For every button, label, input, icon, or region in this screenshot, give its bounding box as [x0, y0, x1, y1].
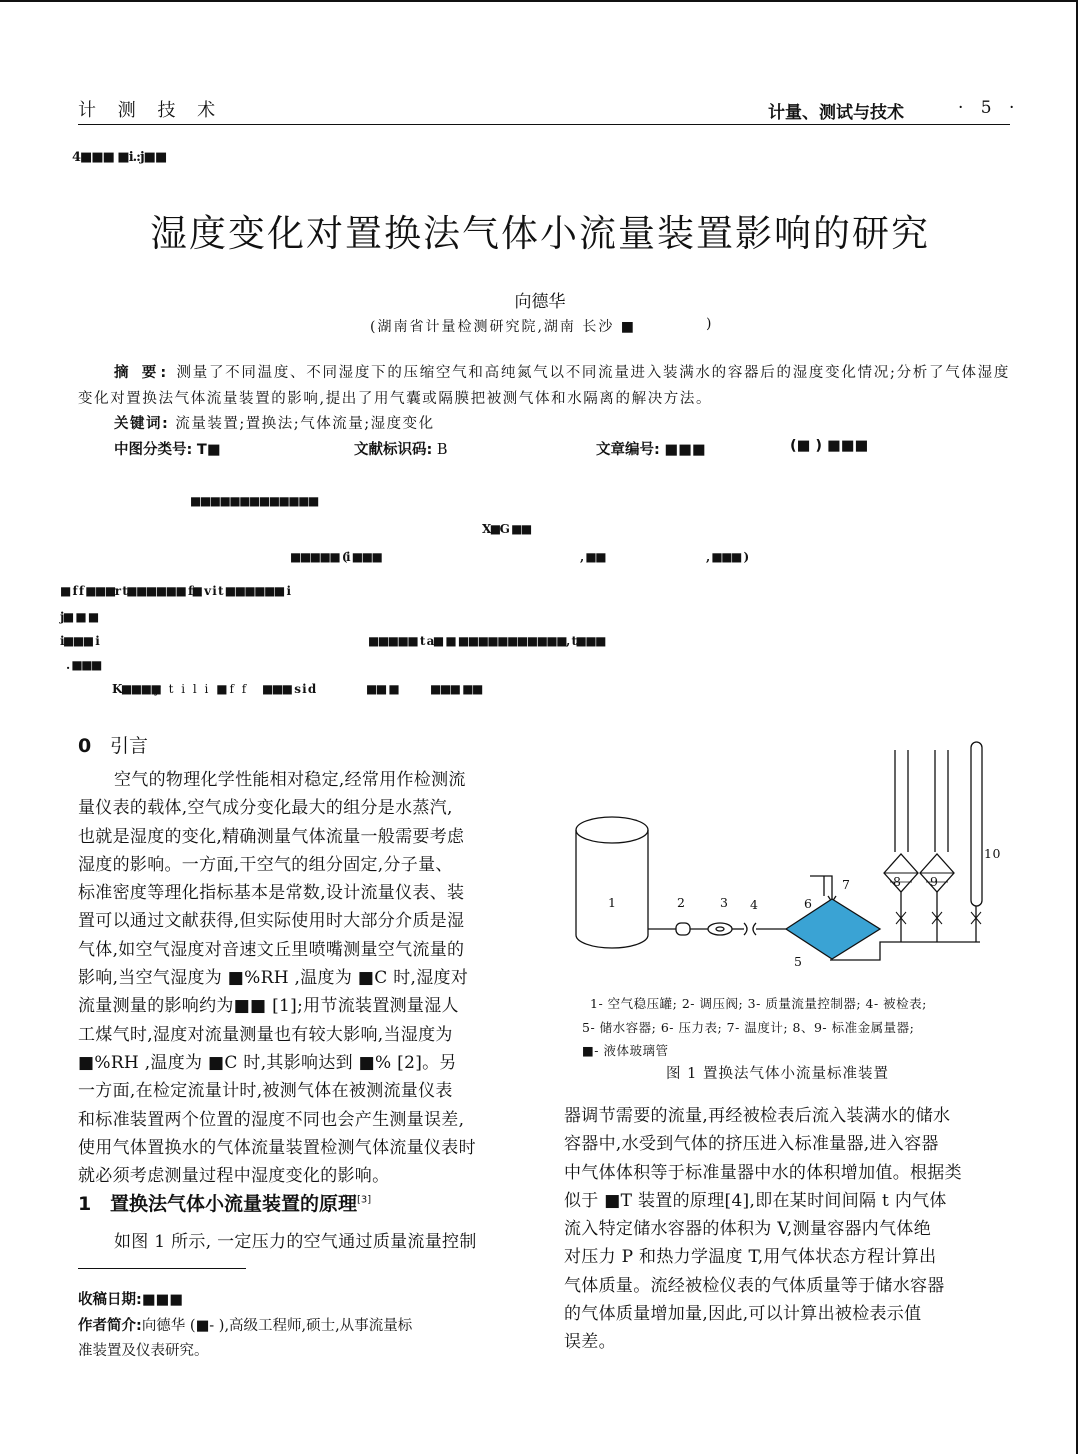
author-bio-cont: 准装置及仪表研究。: [78, 1343, 209, 1359]
author-bio: [78, 1314, 412, 1335]
line: ■%RH ,温度为 ■C 时,其影响达到 ■% [2]。另: [78, 1052, 457, 1073]
english-abstract-line3: i■■■ i: [60, 634, 99, 648]
air-tank: [576, 830, 648, 948]
received-value: ■■■: [141, 1292, 183, 1308]
line: 使用气体置换水的气体流量装置检测气体流量仪表时: [78, 1137, 476, 1158]
clc-label: 中图分类号:: [114, 442, 193, 458]
header-rule: [78, 124, 1010, 125]
abstract-text: 测量了不同温度、不同湿度下的压缩空气和高纯氮气以不同流量进入装满水的容器后的湿度变化情况;分析了气体湿度变化对置换法气体流量装置的影响,提出了用气囊或隔膜把被测气体和水隔离的解决方法。: [78, 365, 1010, 407]
line: 量仪表的载体,空气成分变化最大的组分是水蒸汽,: [78, 798, 453, 819]
keywords-text: 流量装置;置换法;气体流量;湿度变化: [175, 416, 435, 432]
line: 就必须考虑测量过程中湿度变化的影响。: [78, 1166, 390, 1187]
english-abstract-line1: ■ f f ■■■r t■■■■■■ f■ v i t ■■■■■■ i: [60, 584, 290, 598]
doi: 4■■■ ■i.:j■■: [72, 150, 167, 165]
keywords: [114, 412, 435, 433]
abstract: [78, 360, 1010, 412]
line: 气体,如空气湿度对音速文丘里喷嘴测量空气流量的: [78, 939, 465, 960]
fig-label-2: 2: [677, 895, 686, 910]
line: 器调节需要的流量,再经被检表后流入装满水的储水: [564, 1106, 951, 1126]
bio-line1: 向德华 (■- ),高级工程师,硕士,从事流量标: [141, 1318, 413, 1334]
fig-label-6: 6: [804, 896, 813, 911]
english-abstract-line2: j■ ■ ■: [60, 610, 98, 624]
article-number: [596, 438, 706, 459]
line: 空气的物理化学性能相对稳定,经常用作检测流: [114, 770, 466, 790]
line: 气体质量。流经被检仪表的气体质量等于储水容器: [564, 1275, 945, 1296]
line: 置可以通过文献获得,但实际使用时大部分介质是湿: [78, 911, 465, 932]
column-name: 计量、测试与技术: [768, 103, 904, 123]
english-keywords-5: ■■■ ■■: [430, 682, 482, 696]
section-0-paragraph: [78, 766, 522, 1190]
doc-label: 文献标识码:: [354, 442, 433, 458]
paper-title: 湿度变化对置换法气体小流量装置影响的研究: [150, 212, 930, 255]
line: 一方面,在检定流量计时,被测气体在被测流量仪表: [78, 1081, 453, 1102]
english-affiliation-mid: , ■■: [580, 550, 606, 564]
line: 中气体体积等于标准量器中水的体积增加值。根据类: [564, 1162, 962, 1183]
line: 流入特定储水容器的体积为 V,测量容器内气体绝: [564, 1219, 932, 1240]
section-1-title: 置换法气体小流量装置的原理: [110, 1193, 358, 1215]
footnote-rule: [78, 1268, 246, 1269]
english-affiliation: ■■■■■ (i ■■■: [290, 550, 382, 564]
bio-label: 作者简介:: [78, 1318, 142, 1334]
mass-flow-controller: [708, 923, 732, 935]
received-label: 收稿日期:: [78, 1292, 142, 1308]
fig-label-10: 10: [984, 846, 1001, 861]
affiliation: (湖南省计量检测研究院,湖南 长沙 ■: [370, 319, 637, 335]
section-1-paragraph: 如图 1 所示, 一定压力的空气通过质量流量控制: [114, 1232, 477, 1252]
affiliation-close: ): [706, 316, 712, 332]
pressure-regulator: [676, 923, 690, 935]
fig-label-9: 9: [930, 874, 939, 889]
section-1-number: 1: [78, 1193, 92, 1215]
figure-1-diagram: [560, 730, 1010, 980]
fig-label-8: 8: [893, 874, 902, 889]
line: 标准密度等理化指标基本是常数,设计流量仪表、装: [78, 883, 465, 904]
air-tank-top: [576, 817, 648, 843]
fig-label-3: 3: [720, 895, 729, 910]
abstract-label: 摘 要:: [114, 365, 171, 381]
line: 流量测量的影响约为■■ [1];用节流装置测量湿人: [78, 996, 459, 1017]
section-1-ref: [3]: [357, 1194, 372, 1206]
line: 似于 ■T 装置的原理[4],即在某时间间隔 t 内气体: [564, 1190, 947, 1211]
clc-value: T■: [196, 442, 221, 458]
meter-under-test: [744, 923, 756, 935]
clc-number: [114, 438, 221, 459]
doc-value: B: [436, 442, 448, 458]
art-value: ■■■: [664, 442, 706, 458]
english-keywords-2: y t i l i ■f f: [154, 682, 249, 696]
fig-label-7: 7: [842, 877, 851, 892]
english-author: X■G ■■: [482, 522, 531, 536]
figure-caption-line3: ■- 液体玻璃管: [582, 1043, 669, 1058]
line: 工煤气时,湿度对流量测量也有较大影响,当湿度为: [78, 1024, 453, 1045]
line: 容器中,水受到气体的挤压进入标准量器,进入容器: [564, 1134, 939, 1155]
line: 和标准装置两个位置的湿度不同也会产生测量误差,: [78, 1109, 465, 1130]
section-0-number: 0: [78, 735, 92, 757]
water-vessel: [786, 899, 880, 959]
line: 的气体质量增加量,因此,可以计算出被检表示值: [564, 1304, 922, 1325]
right-column-paragraph: [564, 1102, 1010, 1357]
page-number: · 5 ·: [958, 98, 1021, 118]
english-affiliation-end: , ■■■ ): [706, 550, 748, 564]
section-1-heading: [78, 1189, 371, 1216]
english-title: ■■■■■■■■■■■■■: [190, 494, 318, 508]
received-date: [78, 1288, 183, 1309]
line: 误差。: [564, 1332, 616, 1353]
author: 向德华: [514, 292, 566, 312]
english-keywords-1: K■■■■: [112, 682, 161, 696]
line: 对压力 P 和热力学温度 T,用气体状态方程计算出: [564, 1247, 937, 1268]
english-abstract-line3b: ■■■■■ t a■ ■ ■■■■■■■■■■■, t■■■: [368, 634, 606, 648]
glass-tube: [971, 742, 982, 906]
line: 湿度的影响。一方面,干空气的组分固定,分子量、: [78, 854, 453, 875]
figure-title: 图 1 置换法气体小流量标准装置: [666, 1066, 889, 1082]
figure-caption-line2: 5- 储水容器; 6- 压力表; 7- 温度计; 8、9- 标准金属量器;: [582, 1020, 915, 1035]
english-keywords-4: ■■ ■: [366, 682, 399, 696]
fig-label-4: 4: [750, 897, 759, 912]
keywords-label: 关键词:: [114, 416, 170, 432]
english-keywords-3: ■■■ s i d: [262, 682, 315, 696]
section-0-heading: [78, 731, 148, 758]
document-code: [354, 438, 448, 459]
art-label: 文章编号:: [596, 442, 660, 458]
fig-label-1: 1: [608, 895, 617, 910]
line: 也就是湿度的变化,精确测量气体流量一般需要考虑: [78, 826, 465, 847]
line: 影响,当空气湿度为 ■%RH ,温度为 ■C 时,湿度对: [78, 968, 469, 989]
journal-name: 计 测 技 术: [78, 100, 224, 121]
fig-label-5: 5: [794, 954, 803, 969]
english-abstract-line4: . ■■■: [66, 658, 101, 672]
section-0-title: 引言: [110, 735, 149, 757]
article-number-suffix: (■ ) ■■■: [790, 438, 869, 454]
figure-caption-line1: 1- 空气稳压罐; 2- 调压阀; 3- 质量流量控制器; 4- 被检表;: [590, 996, 927, 1011]
